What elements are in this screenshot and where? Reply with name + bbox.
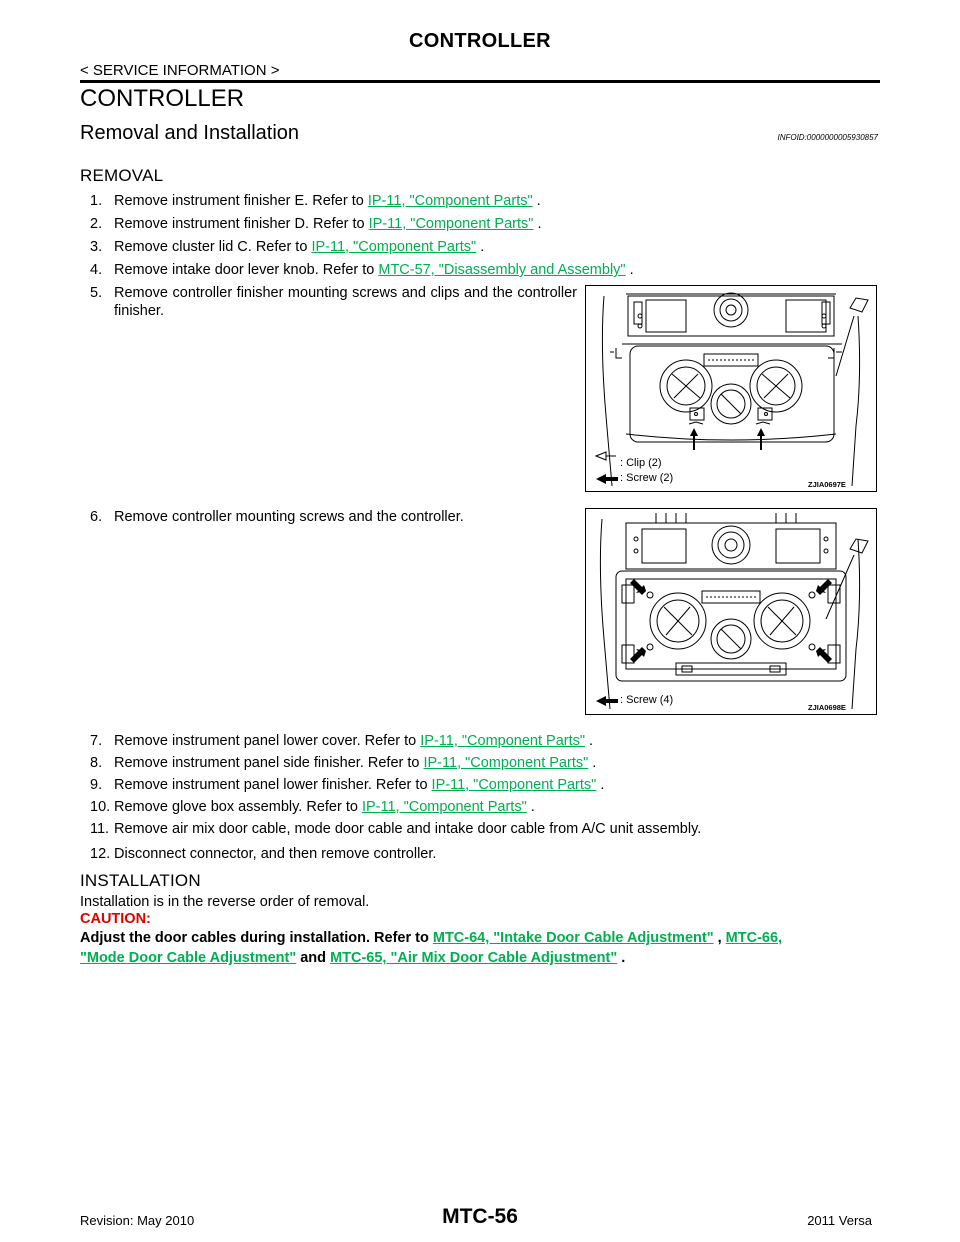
step-text: Remove intake door lever knob. Refer to	[114, 262, 379, 278]
footer-page-number: MTC-56	[442, 1205, 518, 1228]
link-ip-11-component-parts[interactable]: IP-11, "Component Parts"	[431, 777, 597, 793]
link-mtc-66-mode-door[interactable]: "Mode Door Cable Adjustment"	[80, 950, 297, 966]
step-text: Remove glove box assembly. Refer to	[114, 799, 362, 815]
link-mtc-57-disassembly[interactable]: MTC-57, "Disassembly and Assembly"	[378, 262, 626, 278]
step-number: 12.	[90, 846, 111, 862]
caution-separator: and	[296, 950, 331, 966]
step-number: 9.	[90, 777, 103, 793]
removal-step-6	[90, 508, 464, 526]
step-number: 2.	[90, 216, 103, 232]
removal-step-11	[90, 820, 701, 838]
removal-step-5	[90, 284, 577, 320]
step-number: 1.	[90, 193, 103, 209]
step-text: Remove air mix door cable, mode door cable and intake door cable from A/C unit assembly.	[114, 821, 702, 837]
step-text: Remove instrument panel lower cover. Refer to	[114, 733, 421, 749]
page-header-title: CONTROLLER	[409, 30, 551, 52]
step-text: Remove controller finisher mounting screws and clips and the controller finisher.	[114, 285, 577, 319]
figure-legend-screw: : Screw (2)	[620, 472, 674, 484]
step-text-end: .	[585, 733, 594, 749]
caution-end: .	[617, 950, 626, 966]
caution-label: CAUTION:	[80, 911, 151, 927]
step-number: 3.	[90, 239, 103, 255]
link-ip-11-component-parts[interactable]: IP-11, "Component Parts"	[361, 799, 527, 815]
link-ip-11-component-parts[interactable]: IP-11, "Component Parts"	[420, 733, 586, 749]
header-rule	[80, 80, 880, 83]
figure-controller-finisher	[585, 285, 877, 492]
removal-step-4	[90, 261, 634, 279]
removal-step-2	[90, 215, 542, 233]
link-ip-11-component-parts[interactable]: IP-11, "Component Parts"	[368, 216, 534, 232]
section-subtitle: Removal and Installation	[80, 122, 300, 144]
step-number: 6.	[90, 509, 103, 525]
step-text-end: .	[532, 193, 541, 209]
link-ip-11-component-parts[interactable]: IP-11, "Component Parts"	[367, 193, 533, 209]
removal-step-1	[90, 192, 541, 210]
caution-sentence: Adjust the door cables during installation. Refer to	[80, 930, 433, 946]
removal-step-3	[90, 238, 484, 256]
info-id: INFOID:0000000005930857	[777, 133, 878, 142]
figure-controller	[585, 508, 877, 715]
removal-step-9	[90, 776, 604, 794]
step-text-end: .	[476, 239, 485, 255]
step-text: Remove cluster lid C. Refer to	[114, 239, 312, 255]
step-text: Remove instrument panel side finisher. Refer to	[114, 755, 424, 771]
step-text-end: .	[588, 755, 597, 771]
step-text: Remove instrument finisher E. Refer to	[114, 193, 368, 209]
figure-legend-clip: : Clip (2)	[620, 457, 662, 469]
step-text-end: .	[596, 777, 605, 793]
section-title: CONTROLLER	[80, 85, 245, 112]
installation-text: Installation is in the reverse order of removal.	[80, 894, 370, 910]
controller-illustration	[586, 509, 876, 714]
footer-model: 2011 Versa	[807, 1213, 872, 1228]
link-mtc-65-air-mix[interactable]: MTC-65, "Air Mix Door Cable Adjustment"	[330, 950, 618, 966]
step-text-end: .	[625, 262, 634, 278]
link-ip-11-component-parts[interactable]: IP-11, "Component Parts"	[423, 755, 589, 771]
step-number: 10.	[90, 799, 111, 815]
link-mtc-66-ref[interactable]: MTC-66,	[725, 930, 783, 946]
step-text: Remove instrument finisher D. Refer to	[114, 216, 369, 232]
removal-step-12	[90, 845, 436, 863]
step-number: 8.	[90, 755, 103, 771]
step-number: 11.	[90, 821, 110, 837]
removal-step-10	[90, 798, 535, 816]
step-number: 5.	[90, 285, 103, 301]
link-ip-11-component-parts[interactable]: IP-11, "Component Parts"	[311, 239, 477, 255]
step-text-end: .	[526, 799, 535, 815]
installation-heading: INSTALLATION	[80, 871, 201, 890]
removal-heading: REMOVAL	[80, 166, 164, 185]
caution-text	[80, 928, 880, 968]
breadcrumb: < SERVICE INFORMATION >	[80, 62, 280, 79]
footer-revision: Revision: May 2010	[80, 1213, 195, 1228]
step-text-end: .	[533, 216, 542, 232]
removal-step-7	[90, 732, 593, 750]
step-number: 4.	[90, 262, 103, 278]
step-text: Remove instrument panel lower finisher. Refer to	[114, 777, 432, 793]
step-number: 7.	[90, 733, 103, 749]
step-text: Remove controller mounting screws and the controller.	[114, 509, 464, 525]
removal-step-8	[90, 754, 596, 772]
caution-separator: ,	[713, 930, 726, 946]
figure-id: ZJIA0698E	[808, 703, 846, 712]
figure-id: ZJIA0697E	[808, 480, 846, 489]
step-text: Disconnect connector, and then remove controller.	[114, 846, 437, 862]
figure-legend-screw: : Screw (4)	[620, 694, 674, 706]
link-mtc-64-intake-door[interactable]: MTC-64, "Intake Door Cable Adjustment"	[432, 930, 714, 946]
